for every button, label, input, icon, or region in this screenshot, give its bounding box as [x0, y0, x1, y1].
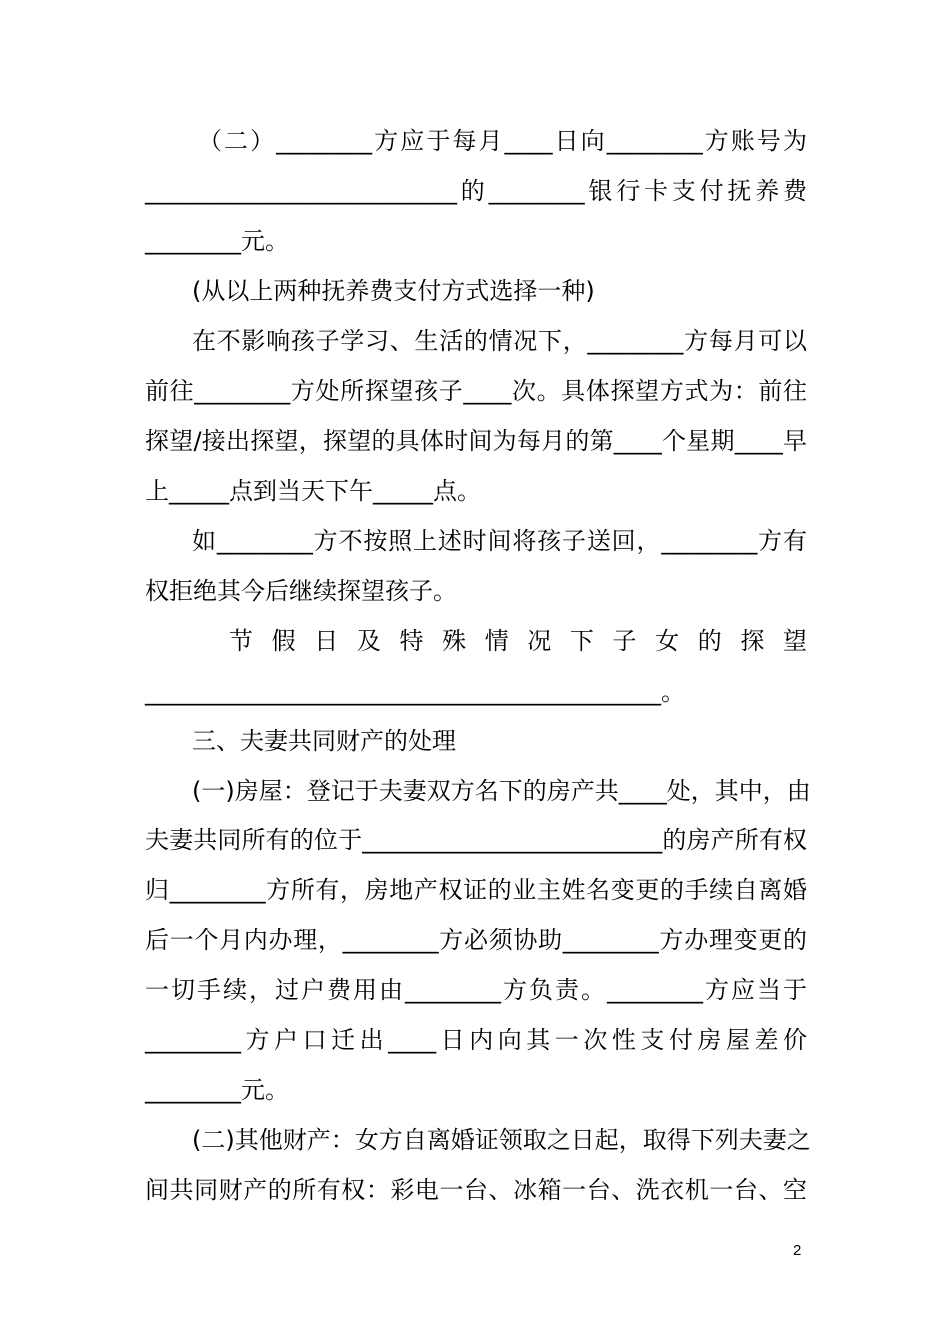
text-line: ___________________________________________。 — [145, 678, 685, 706]
text-line: __________________________的________银行卡支付抚养费 — [145, 177, 807, 205]
text-line: 节假日及特殊情况下子女的探望 — [229, 627, 807, 655]
text-line: 权拒绝其今后继续探望孩子。 — [145, 577, 457, 605]
text-line: 上_____点到当天下午_____点。 — [145, 477, 481, 505]
text-line: 夫妻共同所有的位于_________________________的房产所有权 — [145, 826, 807, 854]
text-line: 在不影响孩子学习、生活的情况下，________方每月可以 — [192, 327, 807, 355]
text-line: ________元。 — [145, 227, 289, 255]
section-heading: 三、夫妻共同财产的处理 — [192, 727, 456, 755]
text-line: 前往________方处所探望孩子____次。具体探望方式为：前往 — [145, 377, 807, 405]
page-number: 2 — [793, 1242, 802, 1259]
text-line: ________方户口迁出____日内向其一次性支付房屋差价 — [145, 1026, 807, 1054]
text-line: 一切手续，过户费用由________方负责。________方应当于 — [145, 976, 807, 1004]
text-line: 间共同财产的所有权：彩电一台、冰箱一台、洗衣机一台、空 — [145, 1176, 807, 1204]
text-line: ________元。 — [145, 1076, 289, 1104]
text-line: (二)其他财产：女方自离婚证领取之日起，取得下列夫妻之 — [192, 1126, 811, 1154]
text-line: (一)房屋：登记于夫妻双方名下的房产共____处，其中，由 — [192, 777, 811, 805]
text-line: 后一个月内办理，________方必须协助________方办理变更的 — [145, 926, 807, 954]
text-line: （二）________方应于每月____日向________方账号为 — [198, 127, 807, 155]
text-line: 探望/接出探望，探望的具体时间为每月的第____个星期____早 — [145, 427, 807, 455]
text-line: 归________方所有，房地产权证的业主姓名变更的手续自离婚 — [145, 876, 807, 904]
text-line: (从以上两种抚养费支付方式选择一种) — [192, 277, 595, 305]
text-line: 如________方不按照上述时间将孩子送回，________方有 — [192, 527, 807, 555]
